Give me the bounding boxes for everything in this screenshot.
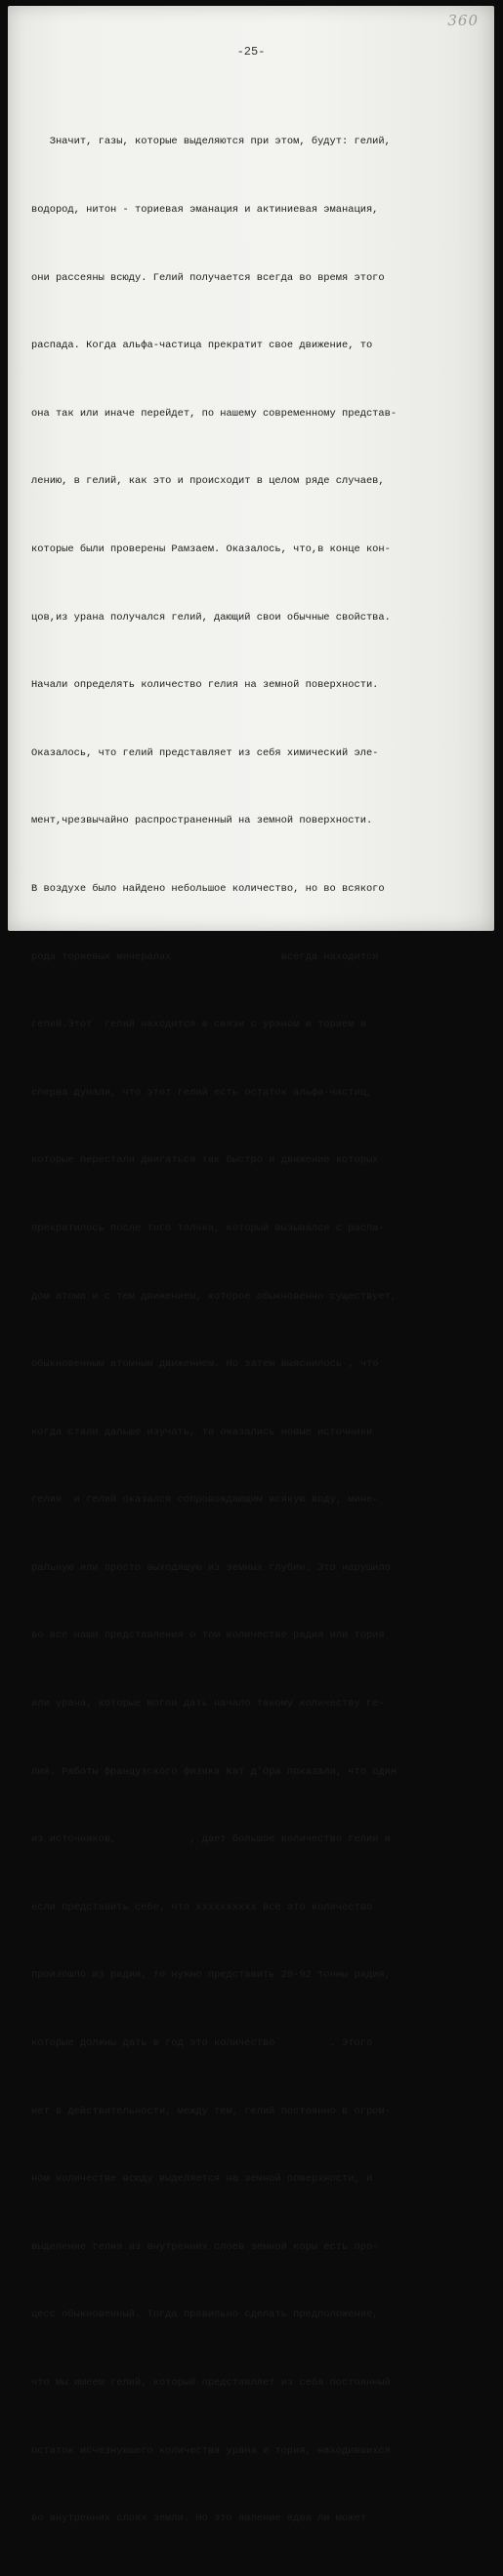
text-line: выделение гелия из внутренних слоев земной коры есть про- (31, 2240, 379, 2253)
text-line: произошло из радия, то нужно представить 20-92 тонны радия, (31, 1969, 391, 1982)
text-line: Значит, газы, которые выделяются при этом, будут: гелий, (31, 136, 391, 148)
text-line: если представить себе, что xxxxxxxxxx все это количество (31, 1901, 373, 1913)
text-line: которые перестали двигаться так быстро и движение которых (31, 1154, 379, 1167)
text-line: она так или иначе перейдет, по нашему современному представ- (31, 407, 398, 420)
text-line: что мы имеем гелий, который представляет из себя постоянный (31, 2377, 391, 2389)
text-line: гелий.Этот гелий находится в связи с ураном и торием и (31, 1019, 366, 1031)
page-number: -25- (236, 45, 266, 59)
text-line: или урана, которые могли дать начало такому количеству ге- (31, 1698, 385, 1711)
text-line: цов,из урана получался гелий, дающий свои обычные свойства. (31, 611, 391, 624)
text-line: гелия и гелий оказался сопровождающим всякую воду, мине- (31, 1494, 379, 1507)
text-line: Начали определять количество гелия на земной поверхности. (31, 679, 379, 692)
text-line: лению, в гелий, как это и происходит в целом ряде случаев, (31, 475, 385, 488)
typed-text-body (31, 86, 488, 2576)
text-line: цесс обыкновенный. Тогда правильно сделать предположение, (31, 2309, 379, 2321)
text-line: когда стали дальше изучать, то оказались новые источники (31, 1426, 373, 1438)
text-line: сперва думали, что этот гелий есть остаток альфа-частиц, (31, 1086, 373, 1099)
text-line: рода ториевых минералах всегда находится (31, 950, 379, 963)
text-line: Оказалось, что гелий представляет из себя химический эле- (31, 746, 379, 759)
text-line: лия. Работы французского физика Кат д'Ора показали, что один (31, 1765, 398, 1778)
text-line: прекратилось после того толчка, который вызывался с распа- (31, 1222, 385, 1234)
text-line: дом атома и с тем движением, которое обыкновенно существует, (31, 1290, 398, 1303)
text-line: которые должны дать в год это количество . Этого (31, 2037, 373, 2050)
text-line: водород, нитон - ториевая эманация и актиниевая эманация, (31, 204, 379, 216)
text-line: во все наши представления о том количестве радия или тория (31, 1630, 385, 1642)
text-line: ральную или просто выходящую из земных глубин. Это нарушило (31, 1561, 391, 1574)
text-line: остаток исчезнувшего количества урана и тория, находившихся (31, 2444, 391, 2457)
text-line: во внутренних слоях земли. Но это явление едва ли может (31, 2513, 366, 2525)
document-page (8, 6, 494, 2525)
text-line: распада. Когда альфа-частица прекратит свое движение, то (31, 340, 373, 352)
text-line: В воздухе было найдено небольшое количество, но во всякого (31, 882, 385, 895)
text-line: ном количестве всюду выделяется на земной поверхности, и (31, 2173, 373, 2186)
text-line: которые были проверены Рамзаем. Оказалось, что,в конце кон- (31, 543, 391, 555)
text-line: из источников, , дает большое количество гелия и (31, 1833, 391, 1846)
text-line: мент,чрезвычайно распространенный на земной поверхности. (31, 815, 373, 827)
text-line: обыкновенным атомным движением. Но затем выяснилось , что (31, 1358, 379, 1371)
archive-page-number: 360 (447, 12, 479, 29)
text-line: нет в действительности, между тем, гелий постоянно в огром- (31, 2105, 391, 2117)
text-line: они рассеяны всюду. Гелий получается всегда во время этого (31, 271, 385, 284)
